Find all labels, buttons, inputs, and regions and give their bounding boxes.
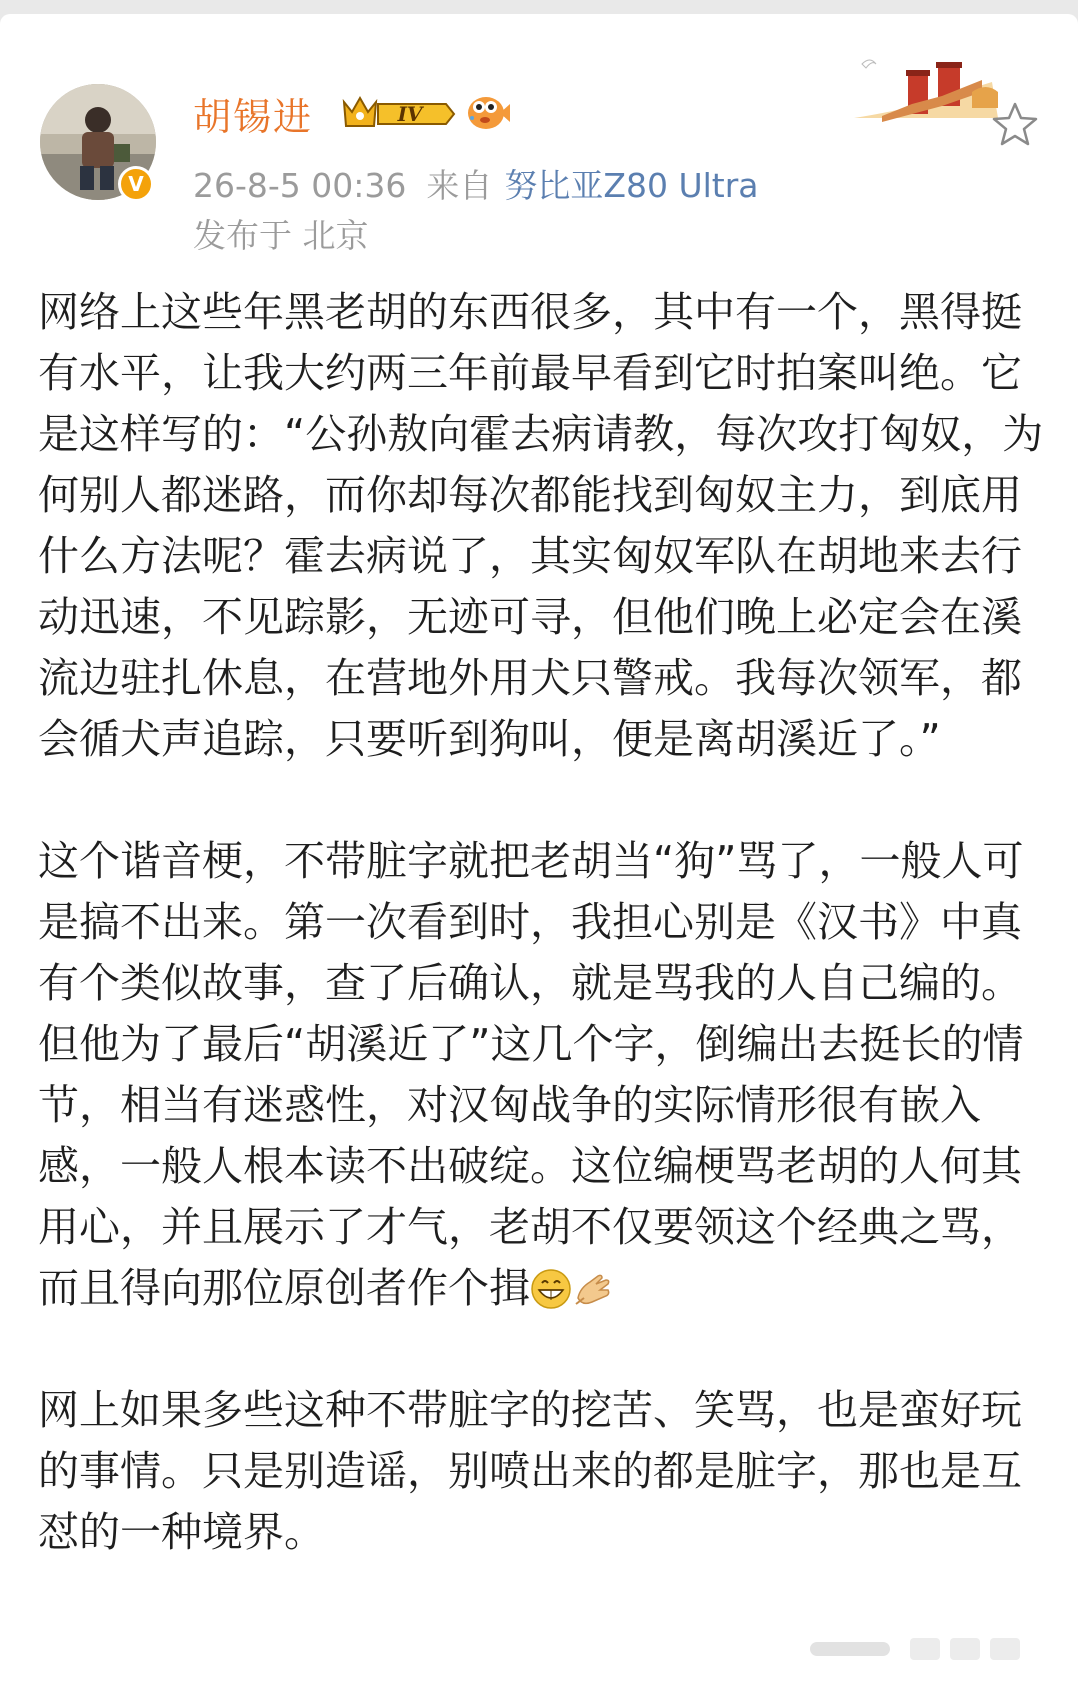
source-label: 来自 bbox=[426, 166, 493, 205]
scroll-indicator bbox=[810, 1634, 1050, 1664]
post-paragraph bbox=[38, 831, 1048, 1319]
post-card bbox=[0, 14, 1078, 1694]
post-paragraph: 网络上这些年黑老胡的东西很多，其中有一个，黑得挺有水平，让我大约两三年前最早看到它时拍案叫绝。它是这样写的：“公孙敖向霍去病请教，每次攻打匈奴，为何别人都迷路，而你却每次都能找到匈奴主力，到底用什么方法呢？霍去病说了，其实匈奴军队在胡地来去行动迅速，不见踪影，无迹可寻，但他们晚上必定会在溪流边驻扎休息，在营地外用犬只警戒。我每次领军，都会循犬声追踪，只要听到狗叫，便是离胡溪近了。” bbox=[38, 288, 1044, 763]
crown-level-icon bbox=[338, 90, 456, 134]
star-outline-icon[interactable] bbox=[990, 100, 1040, 150]
fish-emoji-icon bbox=[464, 92, 510, 134]
clasped-hands-emoji-icon bbox=[572, 1268, 614, 1310]
post-location: 发布于 北京 bbox=[193, 216, 369, 255]
grin-emoji-icon bbox=[530, 1268, 572, 1310]
user-name[interactable]: 胡锡进 bbox=[193, 95, 314, 139]
great-wall-decor-icon bbox=[852, 52, 1000, 124]
post-content bbox=[38, 282, 1048, 1563]
level-badge-label: IV bbox=[397, 102, 423, 126]
post-paragraph-text: 这个谐音梗，不带脏字就把老胡当“狗”骂了，一般人可是搞不出来。第一次看到时，我担心别是《汉书》中真有个类似故事，查了后确认，就是骂我的人自己编的。但他为了最后“胡溪近了”这几个字，倒编出去挺长的情节，相当有迷惑性，对汉匈战争的实际情形很有嵌入感，一般人根本读不出破绽。这位编梗骂老胡的人何其用心，并且展示了才气，老胡不仅要领这个经典之骂，而且得向那位原创者作个揖 bbox=[38, 837, 1024, 1312]
post-meta bbox=[193, 160, 759, 207]
verified-badge-icon: V bbox=[118, 166, 154, 202]
post-paragraph: 网上如果多些这种不带脏字的挖苦、笑骂，也是蛮好玩的事情。只是别造谣，别喷出来的都是脏字，那也是互怼的一种境界。 bbox=[38, 1386, 1022, 1556]
device-link[interactable]: 努比亚Z80 Ultra bbox=[504, 166, 759, 205]
post-time: 26-8-5 00:36 bbox=[193, 166, 407, 205]
